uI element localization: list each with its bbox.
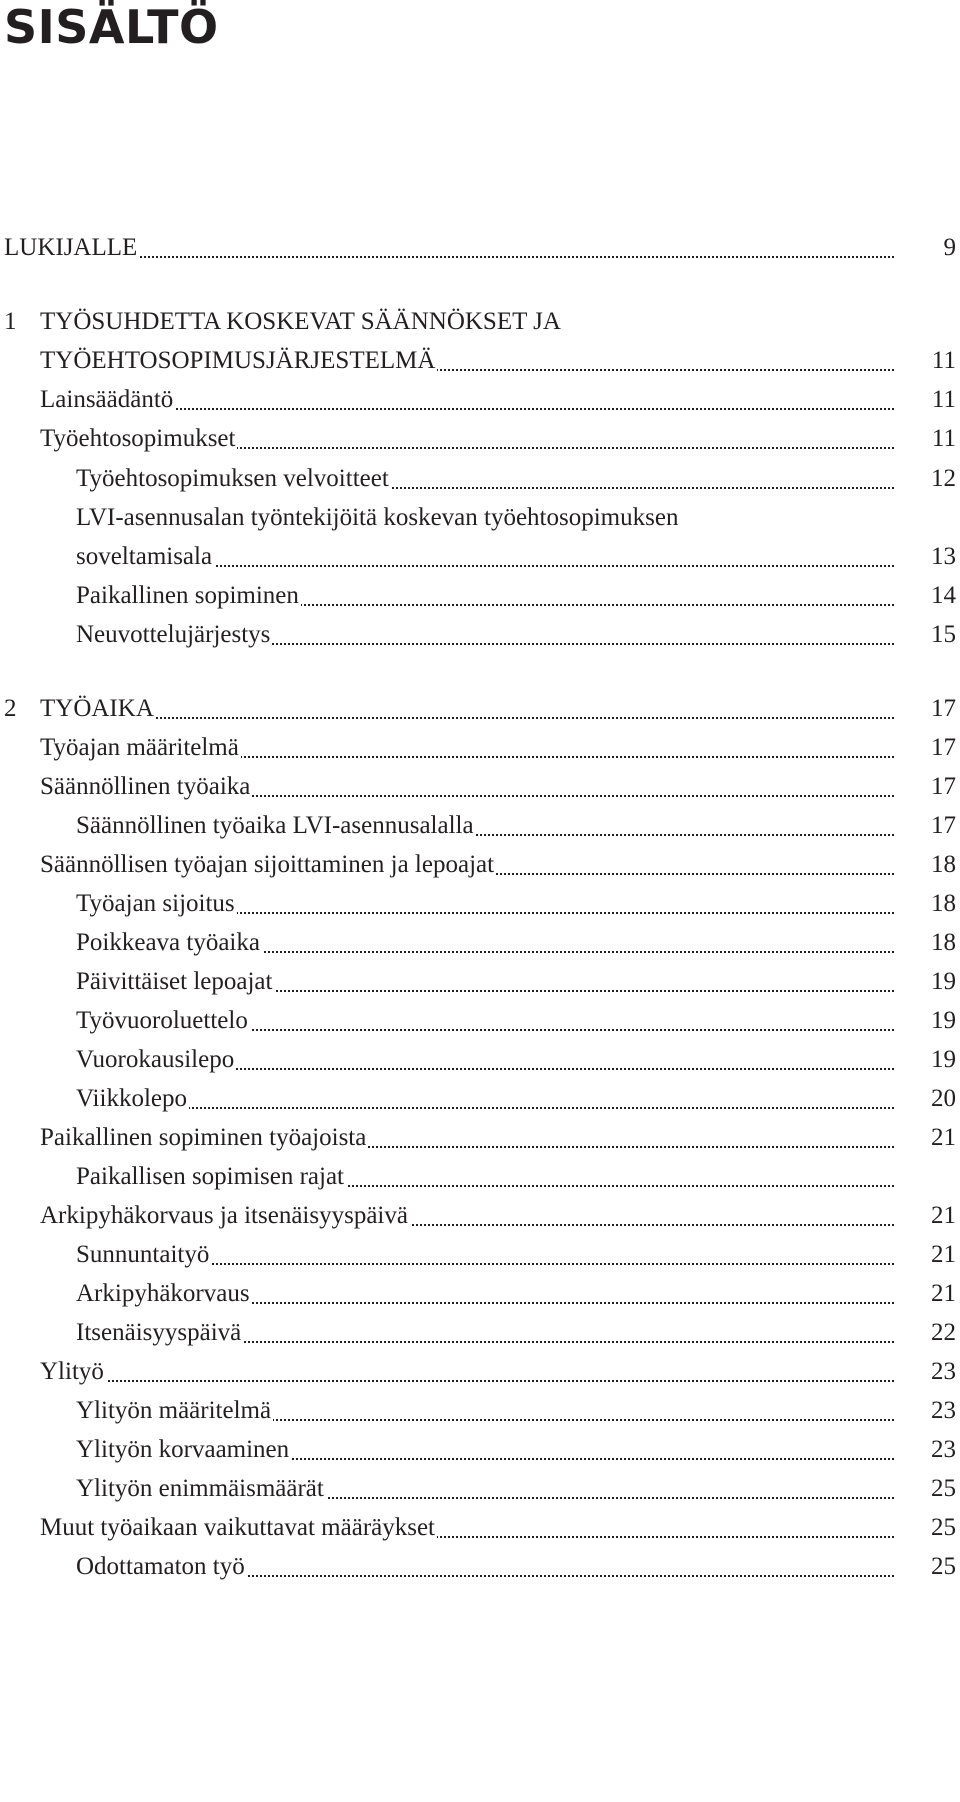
toc-page-number: 21 [931,1241,956,1268]
toc-page-number: 21 [931,1280,956,1307]
toc-entry-title: TYÖAIKA [40,695,154,722]
toc-entry[interactable] [0,615,960,655]
toc-entry-title: Vuorokausilepo [76,1046,235,1073]
toc-entry[interactable] [0,1274,960,1314]
toc-entry[interactable] [0,962,960,1002]
toc-page-number: 22 [931,1319,956,1346]
toc-entry-title: Lainsäädäntö [40,386,174,413]
toc-page-number: 21 [931,1202,956,1229]
toc-entry-title: Päivittäiset lepoajat [76,968,273,995]
toc-page-number: 11 [931,347,956,374]
toc-entry-title: TYÖEHTOSOPIMUSJÄRJESTELMÄ [40,347,436,374]
toc-page-number: 25 [931,1475,956,1502]
toc-entry-title: Paikallinen sopiminen työajoista [40,1124,367,1151]
toc-entry[interactable] [0,845,960,885]
toc-page-number: 19 [931,968,956,995]
toc-entry-title: Itsenäisyyspäivä [76,1319,242,1346]
toc-chapter-number: 1 [4,308,17,335]
toc-entry[interactable] [0,884,960,924]
toc-entry-title: Ylityön enimmäismäärät [76,1475,324,1502]
toc-entry-title: Sunnuntaityö [76,1241,210,1268]
toc-page-number: 25 [931,1553,956,1580]
toc-entry-title: Työajan määritelmä [40,734,239,761]
toc-entry-title: Säännöllinen työaika LVI-asennusalalla [76,812,474,839]
toc-entry-title: Työajan sijoitus [76,890,235,917]
toc-page-number: 25 [931,1514,956,1541]
toc-entry-title: Paikallinen sopiminen [76,582,299,609]
toc-entry[interactable] [0,537,960,577]
toc-entry[interactable] [0,767,960,807]
toc-entry[interactable] [0,1430,960,1470]
toc-entry-title: Paikallisen sopimisen rajat [76,1163,345,1190]
toc-entry-title: LVI-asennusalan työntekijöitä koskevan työehtosopimuksen [76,504,679,531]
toc-page-number: 18 [931,929,956,956]
toc-entry-title: Ylityö [40,1358,104,1385]
toc-page-number: 19 [931,1007,956,1034]
toc-page-number: 17 [931,695,956,722]
toc-entry[interactable] [0,302,960,342]
toc-entry-title: Säännöllinen työaika [40,773,251,800]
toc-entry-title: LUKIJALLE [4,234,138,261]
toc-page-number: 13 [931,543,956,570]
toc-entry[interactable] [0,806,960,846]
toc-entry[interactable] [0,459,960,499]
toc-entry-title: Arkipyhäkorvaus ja itsenäisyyspäivä [40,1202,408,1229]
toc-entry[interactable] [0,1040,960,1080]
toc-page-number: 21 [931,1124,956,1151]
toc-entry[interactable] [0,380,960,420]
toc-page-number: 17 [931,773,956,800]
toc-page-number: 23 [931,1436,956,1463]
toc-entry[interactable] [0,1547,960,1587]
toc-entry-title: Arkipyhäkorvaus [76,1280,250,1307]
toc-entry[interactable] [0,419,960,459]
toc-page-number: 18 [931,890,956,917]
toc-entry-title: soveltamisala [76,543,213,570]
toc-entry-title: Ylityön korvaaminen [76,1436,290,1463]
toc-entry-title: Viikkolepo [76,1085,187,1112]
toc-entry-title: Muut työaikaan vaikuttavat määräykset [40,1514,436,1541]
toc-page-number: 23 [931,1358,956,1385]
toc-entry[interactable] [0,1118,960,1158]
toc-entry[interactable] [0,498,960,538]
toc-entry[interactable] [0,1352,960,1392]
toc-entry-title: Poikkeava työaika [76,929,260,956]
toc-entry-title: Työehtosopimuksen velvoitteet [76,465,389,492]
toc-page-number: 17 [931,812,956,839]
toc-page-number: 12 [931,465,956,492]
toc-entry[interactable] [0,728,960,768]
toc-entry[interactable] [0,1235,960,1275]
toc-entry-title: Työvuoroluettelo [76,1007,248,1034]
page-title: SISÄLTÖ [4,0,219,54]
toc-entry[interactable] [0,1391,960,1431]
toc-entry-title: Säännöllisen työajan sijoittaminen ja lepoajat [40,851,495,878]
toc-entry[interactable] [0,923,960,963]
toc-entry-title: Työehtosopimukset [40,425,236,452]
toc-page-number: 23 [931,1397,956,1424]
toc-page-number: 14 [931,582,956,609]
toc-page-number: 18 [931,851,956,878]
toc-entry[interactable] [0,1157,960,1197]
toc-entry-title: Odottamaton työ [76,1553,245,1580]
toc-page-number: 15 [931,621,956,648]
toc-entry-title: Ylityön määritelmä [76,1397,272,1424]
toc-page-number: 11 [931,425,956,452]
toc-entry[interactable] [0,576,960,616]
toc-entry-title: Neuvottelujärjestys [76,621,271,648]
toc-entry[interactable] [0,341,960,381]
toc-page-number: 11 [931,386,956,413]
toc-chapter-number: 2 [4,695,17,722]
toc-entry[interactable] [0,1079,960,1119]
toc-entry[interactable] [0,228,960,268]
toc-entry[interactable] [0,1313,960,1353]
toc-entry[interactable] [0,689,960,729]
toc-entry-title: TYÖSUHDETTA KOSKEVAT SÄÄNNÖKSET JA [40,308,561,335]
toc-entry[interactable] [0,1196,960,1236]
toc-entry[interactable] [0,1508,960,1548]
toc-page-number: 19 [931,1046,956,1073]
toc-entry[interactable] [0,1001,960,1041]
toc-page-number: 17 [931,734,956,761]
toc-page-number: 20 [931,1085,956,1112]
toc-page-number: 9 [943,234,956,261]
toc-entry[interactable] [0,1469,960,1509]
